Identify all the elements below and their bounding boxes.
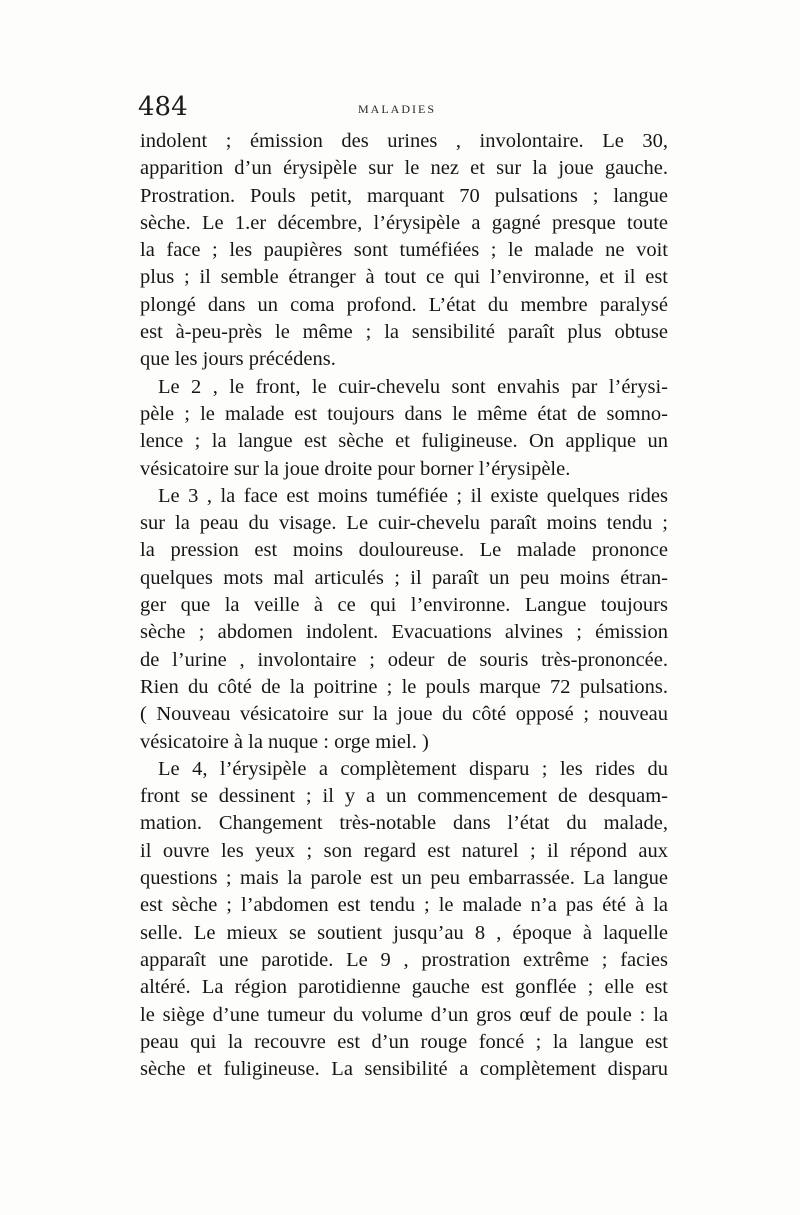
text-line: front se dessinent ; il y a un commencement de desquam- [140,785,668,808]
text-line: ger que la veille à ce qui l’environne. Langue toujours [140,594,668,617]
text-line: est à-peu-près le même ; la sensibilité paraît plus obtuse [140,321,668,344]
text-line: questions ; mais la parole est un peu embarrassée. La langue [140,867,668,890]
text-line: altéré. La région parotidienne gauche est gonflée ; elle est [140,976,668,999]
text-line: vésicatoire à la nuque : orge miel. ) [140,730,429,753]
text-line: est sèche ; l’abdomen est tendu ; le malade n’a pas été à la [140,894,668,917]
text-line: indolent ; émission des urines , involontaire. Le 30, [140,130,668,152]
text-line: peau qui la recouvre est d’un rouge foncé ; la langue est [140,1030,668,1053]
text-line: Le 4, l’érysipèle a complètement disparu ; les rides du [158,757,668,780]
text-line: sèche et fuligineuse. La sensibilité a complètement disparu [140,1058,668,1081]
text-line: Le 3 , la face est moins tuméfiée ; il existe quelques rides [158,484,668,507]
text-line: que les jours précédens. [140,348,336,371]
page-header [138,92,668,122]
text-line: le siège d’une tumeur du volume d’un gros œuf de poule : la [140,1003,668,1026]
text-line: il ouvre les yeux ; son regard est naturel ; il répond aux [140,839,668,862]
text-line: sur la peau du visage. Le cuir-chevelu paraît moins tendu ; [140,512,668,535]
text-line: la pression est moins douloureuse. Le malade prononce [140,539,668,562]
text-line: Le 2 , le front, le cuir-chevelu sont envahis par l’érysi- [158,375,668,398]
text-line: quelques mots mal articulés ; il paraît un peu moins étran- [140,566,668,589]
text-line: selle. Le mieux se soutient jusqu’au 8 , époque à laquelle [140,921,668,944]
text-line: mation. Changement très-notable dans l’état du malade, [140,812,668,835]
text-line: apparaît une parotide. Le 9 , prostration extrême ; facies [140,948,668,971]
text-line: sèche. Le 1.er décembre, l’érysipèle a gagné presque toute [140,211,668,234]
text-line: la face ; les paupières sont tuméfiées ; le malade ne voit [140,239,668,262]
text-line: ( Nouveau vésicatoire sur la joue du côté opposé ; nouveau [140,703,668,726]
text-line: lence ; la langue est sèche et fuligineuse. On applique un [140,430,668,453]
text-line: Prostration. Pouls petit, marquant 70 pulsations ; langue [140,184,668,207]
text-line: plus ; il semble étranger à tout ce qui l’environne, et il est [140,266,668,289]
body-text [140,128,668,1083]
page-number: 484 [138,92,188,122]
text-line: vésicatoire sur la joue droite pour borner l’érysipèle. [140,457,571,480]
text-line: Rien du côté de la poitrine ; le pouls marque 72 pulsations. [140,675,668,698]
text-line: pèle ; le malade est toujours dans le même état de somno- [140,402,668,425]
text-line: sèche ; abdomen indolent. Evacuations alvines ; émission [140,621,668,644]
running-head: MALADIES [358,102,436,116]
text-line: de l’urine , involontaire ; odeur de souris très-prononcée. [140,648,668,671]
text-line: apparition d’un érysipèle sur le nez et sur la joue gauche. [140,157,668,180]
text-line: plongé dans un coma profond. L’état du membre paralysé [140,293,668,316]
